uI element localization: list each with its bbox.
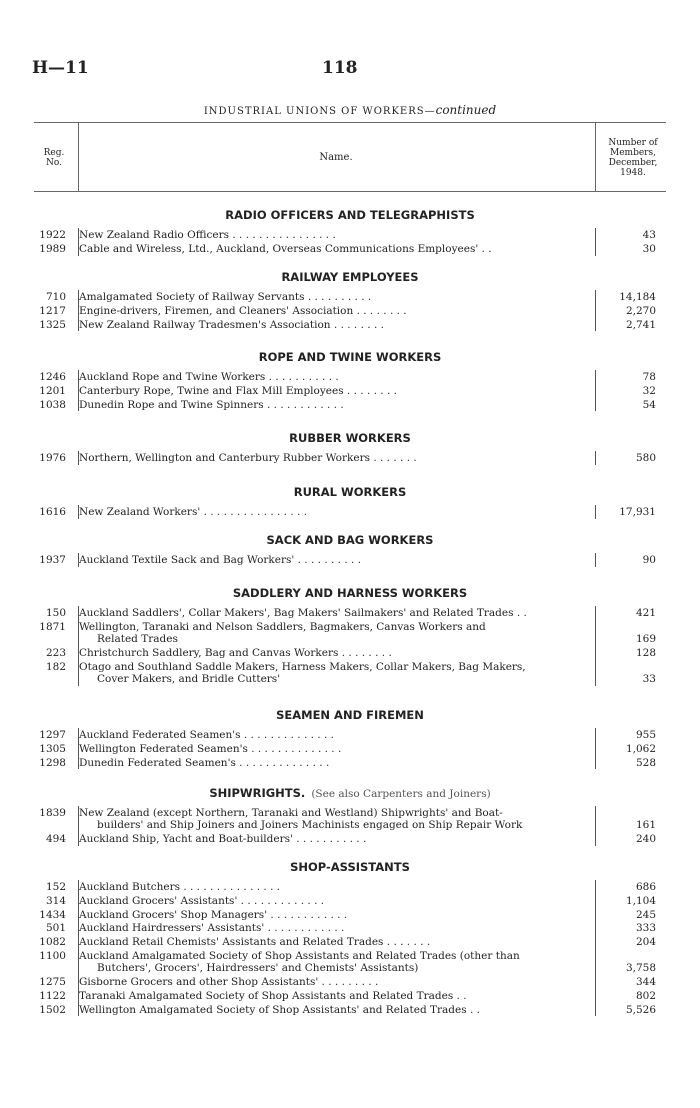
column-divider-left bbox=[78, 505, 79, 519]
column-divider-left bbox=[78, 122, 79, 191]
union-name-line: Auckland Retail Chemists' Assistants and Related Trades . . . . . . . bbox=[79, 936, 431, 949]
union-name-line: Auckland Hairdressers' Assistants' . . . . . . . . . . . . bbox=[79, 922, 345, 935]
column-divider-right bbox=[595, 290, 596, 331]
union-name-line: New Zealand Railway Tradesmen's Association . . . . . . . . bbox=[79, 318, 384, 331]
member-count: 32 bbox=[642, 384, 656, 397]
reg-number: 1038 bbox=[39, 398, 66, 411]
section-title: ROPE AND TWINE WORKERS bbox=[258, 350, 442, 364]
reg-number: 1434 bbox=[39, 908, 66, 921]
reg-number: 1502 bbox=[39, 1003, 66, 1016]
union-name-line: Cable and Wireless, Ltd., Auckland, Overseas Communications Employees' . . bbox=[79, 242, 492, 255]
union-name-line: Auckland Grocers' Shop Managers' . . . . . . . . . . . . bbox=[79, 908, 348, 921]
reg-number: 494 bbox=[45, 833, 66, 845]
union-name bbox=[79, 833, 589, 845]
reg-number: 1275 bbox=[39, 976, 66, 988]
column-divider-right bbox=[595, 880, 596, 1016]
union-name bbox=[79, 976, 589, 988]
member-count: 955 bbox=[635, 729, 656, 741]
reg-number: 1937 bbox=[39, 554, 66, 566]
reg-number: 1100 bbox=[39, 950, 66, 962]
reg-number: 1989 bbox=[39, 242, 66, 255]
union-name bbox=[79, 229, 589, 241]
union-name bbox=[79, 305, 589, 317]
reg-number: 1839 bbox=[39, 807, 66, 819]
section-title: RADIO OFFICERS AND TELEGRAPHISTS bbox=[225, 208, 475, 222]
union-name-line: Auckland Ship, Yacht and Boat-builders' . . . . . . . . . . . bbox=[79, 833, 367, 845]
member-count: 580 bbox=[635, 452, 656, 464]
column-divider-left bbox=[78, 553, 79, 567]
reg-number: 1082 bbox=[39, 936, 66, 949]
member-count: 2,270 bbox=[625, 304, 656, 317]
union-name-line: Auckland Butchers . . . . . . . . . . . . . . . bbox=[79, 881, 281, 893]
union-name-line: Gisborne Grocers and other Shop Assistants' . . . . . . . . . bbox=[79, 976, 379, 988]
column-divider-left bbox=[78, 290, 79, 331]
union-name-line: Wellington Amalgamated Society of Shop Assistants' and Related Trades . . bbox=[79, 1003, 480, 1016]
section-title: RAILWAY EMPLOYEES bbox=[281, 270, 419, 284]
union-name bbox=[79, 1004, 589, 1016]
section-title: SACK AND BAG WORKERS bbox=[266, 533, 434, 547]
section-note: (See also Carpenters and Joiners) bbox=[311, 788, 491, 800]
column-divider-right bbox=[595, 806, 596, 846]
reg-number: 1305 bbox=[39, 742, 66, 755]
union-name-line: Northern, Wellington and Canterbury Rubber Workers . . . . . . . bbox=[79, 452, 417, 464]
union-name bbox=[79, 621, 589, 645]
union-name-line: Auckland Textile Sack and Bag Workers' . . . . . . . . . . bbox=[79, 554, 362, 566]
union-name bbox=[79, 936, 589, 948]
union-name-line: Christchurch Saddlery, Bag and Canvas Workers . . . . . . . . bbox=[79, 646, 392, 659]
union-name-line: Auckland Amalgamated Society of Shop Assistants and Related Trades (other than bbox=[79, 950, 520, 962]
column-divider-left bbox=[78, 728, 79, 769]
union-name-line: Dunedin Federated Seamen's . . . . . . . . . . . . . . bbox=[79, 756, 330, 769]
reg-number: 1298 bbox=[39, 756, 66, 769]
member-count: 128 bbox=[635, 646, 656, 659]
union-name bbox=[79, 319, 589, 331]
column-divider-left bbox=[78, 370, 79, 411]
union-name-line: Dunedin Rope and Twine Spinners . . . . . . . . . . . . bbox=[79, 398, 344, 411]
member-count: 240 bbox=[635, 833, 656, 845]
union-name bbox=[79, 243, 589, 255]
union-name bbox=[79, 554, 589, 566]
member-count: 2,741 bbox=[625, 318, 656, 331]
union-name bbox=[79, 607, 589, 619]
section-title: SADDLERY AND HARNESS WORKERS bbox=[232, 586, 468, 600]
column-divider-right bbox=[595, 228, 596, 256]
union-name-line: Auckland Federated Seamen's . . . . . . . . . . . . . . bbox=[79, 729, 334, 741]
union-name bbox=[79, 506, 589, 518]
table-header-rule bbox=[34, 191, 666, 192]
union-name bbox=[79, 807, 589, 831]
member-count: 1,062 bbox=[625, 742, 656, 755]
page-number: 118 bbox=[322, 58, 358, 78]
union-name bbox=[79, 909, 589, 921]
reg-number: 314 bbox=[45, 894, 66, 907]
member-count: 43 bbox=[642, 229, 656, 241]
union-name-line: Taranaki Amalgamated Society of Shop Assistants and Related Trades . . bbox=[79, 989, 467, 1002]
union-name-line: builders' and Ship Joiners and Joiners Machinists engaged on Ship Repair Work bbox=[97, 819, 523, 831]
member-count: 1,104 bbox=[625, 894, 656, 907]
union-name-line: Canterbury Rope, Twine and Flax Mill Employees . . . . . . . . bbox=[79, 384, 397, 397]
column-divider-right bbox=[595, 728, 596, 769]
union-name-line: New Zealand Radio Officers . . . . . . . . . . . . . . . . bbox=[79, 229, 336, 241]
member-count: 802 bbox=[635, 989, 656, 1002]
page-code: H—11 bbox=[32, 58, 89, 78]
reg-number: 1976 bbox=[39, 452, 66, 464]
reg-number: 150 bbox=[45, 607, 66, 619]
union-name bbox=[79, 452, 589, 464]
union-name bbox=[79, 743, 589, 755]
reg-number: 1122 bbox=[39, 989, 66, 1002]
union-name bbox=[79, 371, 589, 383]
union-name bbox=[79, 757, 589, 769]
union-name bbox=[79, 661, 589, 685]
reg-number: 710 bbox=[45, 291, 66, 303]
union-name-line: Auckland Saddlers', Collar Makers', Bag Makers' Sailmakers' and Related Trades . . bbox=[79, 607, 527, 619]
section-title: SHIPWRIGHTS. (See also Carpenters and Joiners) bbox=[209, 786, 491, 800]
member-count: 204 bbox=[635, 936, 656, 949]
column-divider-left bbox=[78, 451, 79, 465]
column-header-members: Number of Members, December, 1948. bbox=[608, 138, 658, 178]
union-name-line: New Zealand Workers' . . . . . . . . . . . . . . . . bbox=[79, 506, 308, 518]
union-name-line: New Zealand (except Northern, Taranaki and Westland) Shipwrights' and Boat- bbox=[79, 807, 503, 819]
section-title: SEAMEN AND FIREMEN bbox=[276, 708, 424, 722]
reg-number: 1201 bbox=[39, 384, 66, 397]
reg-number: 1922 bbox=[39, 229, 66, 241]
member-count: 54 bbox=[642, 398, 656, 411]
column-divider-right bbox=[595, 606, 596, 686]
member-count: 333 bbox=[635, 922, 656, 935]
column-divider-right bbox=[595, 122, 596, 191]
column-divider-right bbox=[595, 553, 596, 567]
union-name-line: Wellington, Taranaki and Nelson Saddlers, Bagmakers, Canvas Workers and bbox=[79, 620, 486, 633]
reg-number: 1616 bbox=[39, 506, 66, 518]
reg-number: 1325 bbox=[39, 318, 66, 331]
union-name bbox=[79, 895, 589, 907]
reg-number: 152 bbox=[45, 881, 66, 893]
member-count: 3,758 bbox=[625, 962, 656, 975]
member-count: 344 bbox=[635, 976, 656, 988]
union-name bbox=[79, 399, 589, 411]
column-header-reg: Reg. No. bbox=[43, 148, 65, 168]
union-name-line: Butchers', Grocers', Hairdressers' and Chemists' Assistants) bbox=[97, 962, 419, 974]
reg-number: 501 bbox=[45, 922, 66, 935]
running-title: INDUSTRIAL UNIONS OF WORKERS—continued bbox=[203, 103, 497, 117]
column-divider-left bbox=[78, 228, 79, 256]
section-title: SHOP-ASSISTANTS bbox=[290, 860, 410, 874]
reg-number: 1246 bbox=[39, 371, 66, 383]
union-name bbox=[79, 950, 589, 974]
union-name-line: Wellington Federated Seamen's . . . . . . . . . . . . . . bbox=[79, 742, 342, 755]
reg-number: 182 bbox=[45, 660, 66, 673]
reg-number: 1217 bbox=[39, 304, 66, 317]
union-name-line: Related Trades bbox=[97, 632, 178, 645]
member-count: 161 bbox=[635, 819, 656, 832]
union-name-line: Auckland Grocers' Assistants' . . . . . . . . . . . . . bbox=[79, 894, 325, 907]
member-count: 78 bbox=[642, 371, 656, 383]
member-count: 169 bbox=[635, 632, 656, 645]
column-divider-right bbox=[595, 370, 596, 411]
reg-number: 223 bbox=[45, 646, 66, 659]
member-count: 528 bbox=[635, 756, 656, 769]
column-divider-right bbox=[595, 505, 596, 519]
section-title: RURAL WORKERS bbox=[293, 485, 407, 499]
union-name bbox=[79, 729, 589, 741]
column-divider-left bbox=[78, 806, 79, 846]
member-count: 245 bbox=[635, 908, 656, 921]
column-divider-right bbox=[595, 451, 596, 465]
member-count: 686 bbox=[635, 881, 656, 893]
union-name bbox=[79, 291, 589, 303]
member-count: 33 bbox=[642, 672, 656, 685]
member-count: 421 bbox=[635, 607, 656, 619]
member-count: 5,526 bbox=[625, 1003, 656, 1016]
union-name-line: Cover Makers, and Bridle Cutters' bbox=[97, 672, 281, 685]
union-name-line: Otago and Southland Saddle Makers, Harness Makers, Collar Makers, Bag Makers, bbox=[79, 660, 526, 673]
column-divider-left bbox=[78, 606, 79, 686]
union-name bbox=[79, 647, 589, 659]
union-name-line: Amalgamated Society of Railway Servants . . . . . . . . . . bbox=[79, 291, 372, 303]
section-title: RUBBER WORKERS bbox=[289, 431, 411, 445]
table-top-rule bbox=[34, 122, 666, 123]
union-name-line: Engine-drivers, Firemen, and Cleaners' Association . . . . . . . . bbox=[79, 304, 407, 317]
member-count: 90 bbox=[642, 554, 656, 566]
member-count: 14,184 bbox=[619, 291, 656, 303]
column-divider-left bbox=[78, 880, 79, 1016]
union-name-line: Auckland Rope and Twine Workers . . . . . . . . . . . bbox=[79, 371, 339, 383]
member-count: 17,931 bbox=[619, 506, 656, 518]
union-name bbox=[79, 881, 589, 893]
member-count: 30 bbox=[642, 242, 656, 255]
union-name bbox=[79, 922, 589, 934]
union-name bbox=[79, 990, 589, 1002]
reg-number: 1871 bbox=[39, 620, 66, 633]
reg-number: 1297 bbox=[39, 729, 66, 741]
column-header-name: Name. bbox=[319, 152, 353, 163]
union-name bbox=[79, 385, 589, 397]
